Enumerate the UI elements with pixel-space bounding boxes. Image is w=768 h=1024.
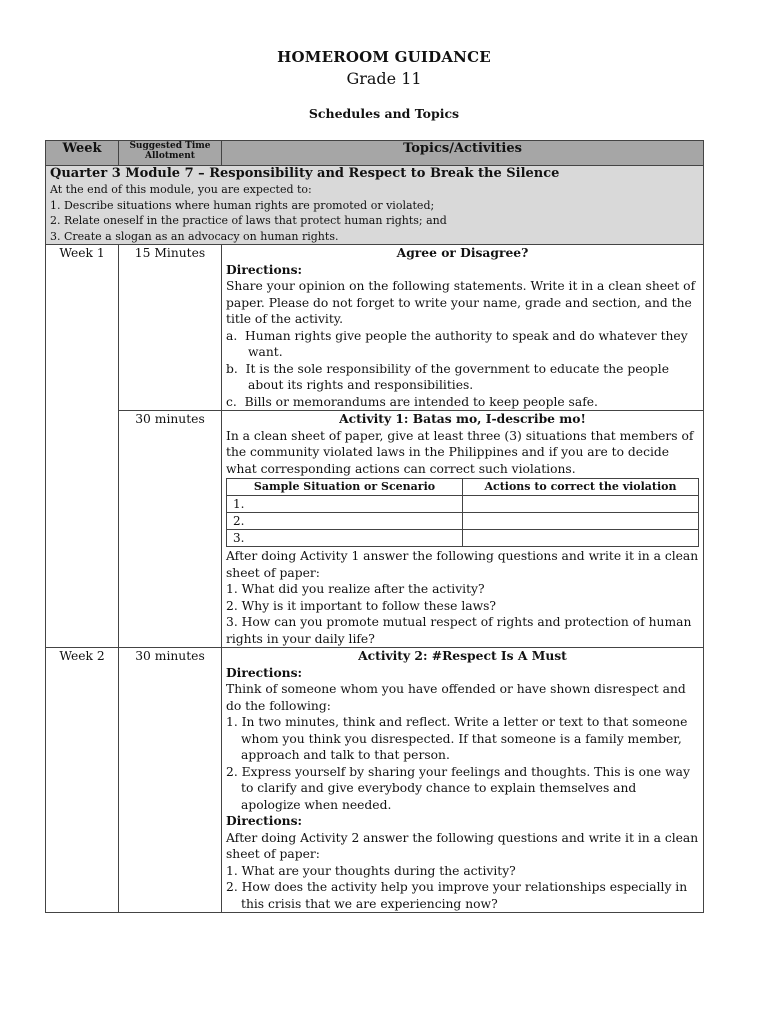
actions-cell bbox=[463, 530, 699, 547]
activity-title: Activity 2: #Respect Is A Must bbox=[358, 648, 567, 663]
actions-header: Actions to correct the violation bbox=[463, 479, 699, 496]
list-item: 2. Express yourself by sharing your feelings and thoughts. This is one way to clarify and give everybody chance to explain themselves and apologize when needed. bbox=[226, 764, 690, 812]
topic-cell bbox=[222, 245, 704, 411]
list-item: c. Bills or memorandums are intended to keep people safe. bbox=[226, 394, 598, 409]
activity-text: In a clean sheet of paper, give at least three (3) situations that members of the community violated laws in the Philippines and if you are to decide what corresponding actions can correct such violations. bbox=[226, 428, 694, 476]
situation-row bbox=[227, 513, 699, 530]
situation-row bbox=[227, 530, 699, 547]
objective-item: 2. Relate oneself in the practice of laws that protect human rights; and bbox=[50, 214, 447, 227]
actions-cell bbox=[463, 496, 699, 513]
quarter-row bbox=[46, 166, 704, 245]
after-text: After doing Activity 2 answer the following questions and write it in a clean sheet of paper: bbox=[226, 830, 699, 861]
topic-cell bbox=[222, 411, 704, 648]
activity-text: Share your opinion on the following statements. Write it in a clean sheet of paper. Please do not forget to write your name, grade and section, and the title of the activity. bbox=[226, 279, 696, 326]
table-row bbox=[46, 245, 704, 411]
time-cell: 30 minutes bbox=[119, 411, 222, 648]
situation-cell: 2. bbox=[227, 513, 463, 530]
question-item: 2. How does the activity help you improve your relationships especially in this crisis that we are experiencing now? bbox=[226, 880, 688, 911]
objective-item: 1. Describe situations where human rights are promoted or violated; bbox=[50, 198, 435, 212]
list-item: 1. In two minutes, think and reflect. Write a letter or text to that someone whom you think you disrespected. If that someone is a family member, approach and talk to that person. bbox=[226, 715, 688, 762]
header-week: Week bbox=[46, 141, 119, 166]
quarter-intro: At the end of this module, you are expected to: bbox=[50, 183, 312, 196]
table-row bbox=[46, 648, 704, 913]
directions-label: Directions: bbox=[226, 664, 303, 680]
activity-title: Agree or Disagree? bbox=[396, 245, 529, 260]
schedule-table bbox=[45, 140, 704, 913]
list-item: a. Human rights give people the authority to speak and do whatever they want. bbox=[226, 328, 688, 359]
time-cell: 30 minutes bbox=[119, 648, 222, 913]
week-cell: Week 2 bbox=[46, 648, 119, 913]
after-text: After doing Activity 1 answer the following questions and write it in a clean sheet of paper: bbox=[226, 549, 699, 580]
directions-label: Directions: bbox=[226, 813, 303, 828]
question-item: 3. How can you promote mutual respect of rights and protection of human rights in your daily life? bbox=[226, 615, 692, 646]
activity-title: Activity 1: Batas mo, I-describe mo! bbox=[339, 411, 586, 426]
page-subtitle: Schedules and Topics bbox=[308, 106, 460, 121]
situation-cell: 1. bbox=[227, 496, 463, 513]
page-title: HOMEROOM GUIDANCE bbox=[277, 48, 491, 66]
table-row bbox=[46, 411, 704, 648]
list-item: b. It is the sole responsibility of the government to educate the people about its rights and responsibilities. bbox=[226, 361, 669, 392]
question-item: 1. What did you realize after the activity? bbox=[226, 582, 485, 596]
question-item: 2. Why is it important to follow these laws? bbox=[226, 598, 497, 613]
table-header-row bbox=[46, 141, 704, 166]
header-topics: Topics/Activities bbox=[222, 141, 704, 166]
actions-cell bbox=[463, 513, 699, 530]
activity-text: Think of someone whom you have offended or have shown disrespect and do the following: bbox=[226, 682, 686, 713]
situation-table bbox=[226, 478, 699, 547]
objective-item: 3. Create a slogan as an advocacy on human rights. bbox=[50, 229, 339, 243]
question-item: 1. What are your thoughts during the activity? bbox=[226, 863, 516, 878]
time-cell: 15 Minutes bbox=[119, 245, 222, 411]
situation-cell: 3. bbox=[227, 530, 463, 547]
situation-header: Sample Situation or Scenario bbox=[227, 479, 463, 496]
directions-label: Directions: bbox=[226, 261, 303, 277]
situation-row bbox=[227, 496, 699, 513]
quarter-cell bbox=[46, 166, 704, 245]
topic-cell bbox=[222, 648, 704, 913]
week-cell: Week 1 bbox=[46, 245, 119, 648]
quarter-title: Quarter 3 Module 7 – Responsibility and Respect to Break the Silence bbox=[50, 166, 560, 181]
grade-label: Grade 11 bbox=[346, 69, 422, 88]
header-time: Suggested Time Allotment bbox=[119, 141, 222, 166]
